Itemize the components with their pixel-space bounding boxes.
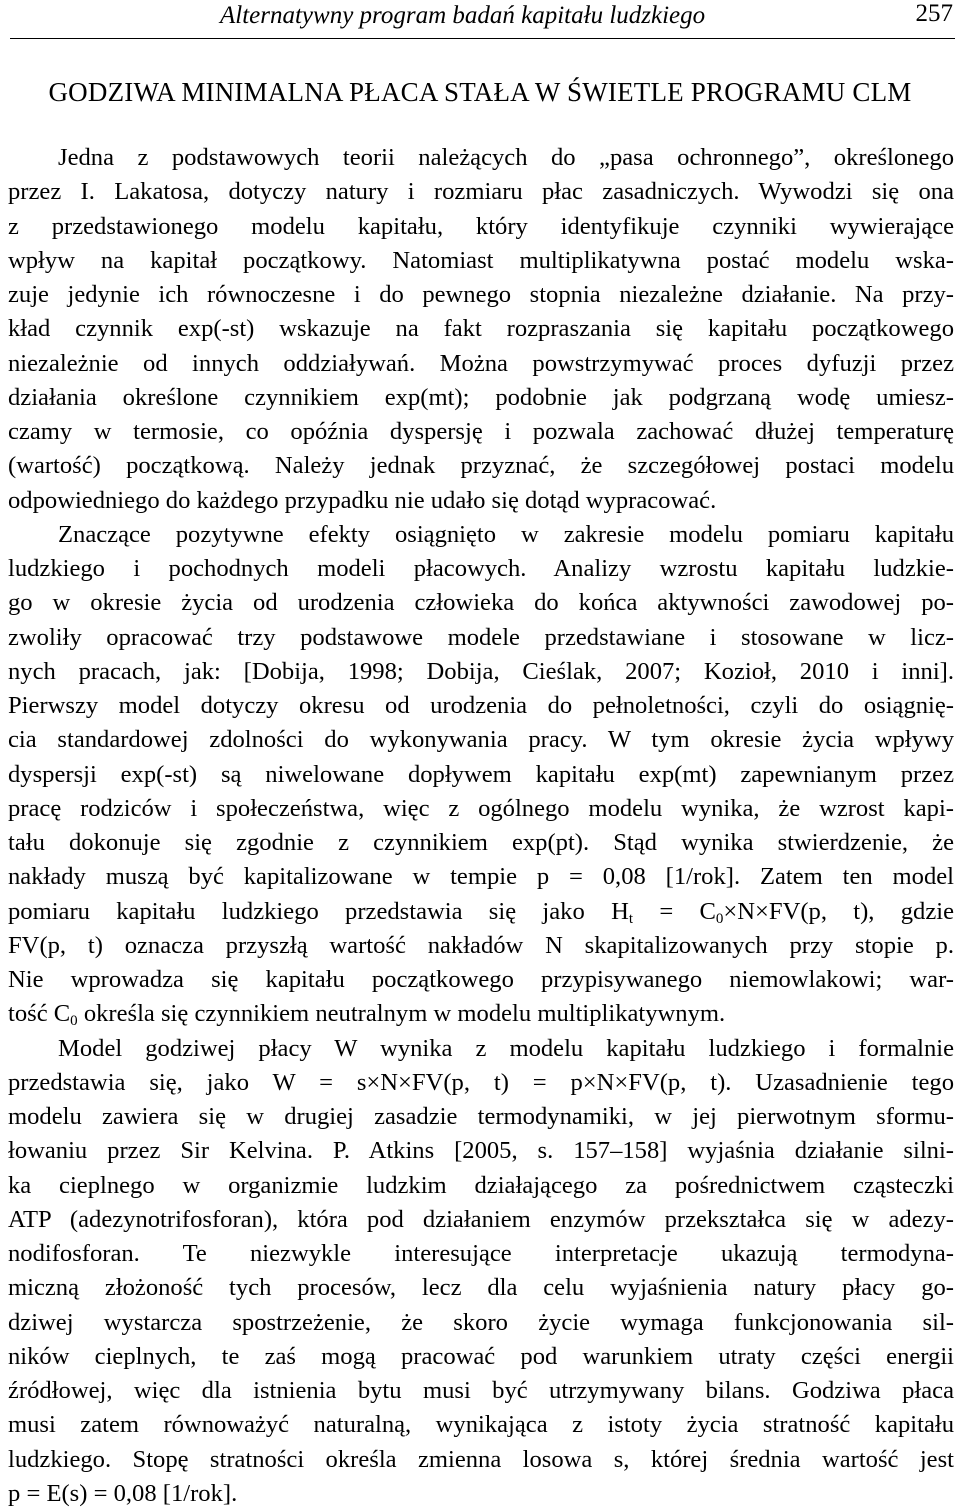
text-line: przedstawia się, jako W = s×N×FV(p, t) = p×N×FV(p, t). Uzasadnienie tego — [8, 1066, 954, 1100]
text-line: łowaniu przez Sir Kelvina. P. Atkins [2005, s. 157–158] wyjaśnia działanie silni- — [8, 1134, 954, 1168]
formula-text: ×N×FV(p, t), gdzie — [723, 898, 954, 925]
text-line: FV(p, t) oznacza przyszłą wartość nakładów N skapitalizowanych przy stopie p. — [8, 929, 954, 963]
text-line: przez I. Lakatosa, dotyczy natury i rozmiaru płac zasadniczych. Wywodzi się ona — [8, 175, 954, 209]
formula-subscript: 0 — [70, 1013, 78, 1029]
text-line: zuje jedynie ich równoczesne i do pewnego stopnia niezależne działanie. Na przy- — [8, 278, 954, 312]
text-line: wpływ na kapitał początkowy. Natomiast multiplikatywna postać modelu wska- — [8, 244, 954, 278]
running-header — [10, 0, 955, 39]
paragraph-1 — [8, 141, 954, 518]
formula-text: = C — [633, 898, 716, 925]
section-title: GODZIWA MINIMALNA PŁACA STAŁA W ŚWIETLE PROGRAMU CLM — [0, 77, 960, 108]
text-line: ników cieplnych, te zaś mogą pracować pod warunkiem utraty części energii — [8, 1340, 954, 1374]
formula-text: pomiaru kapitału ludzkiego przedstawia się jako H — [8, 898, 629, 925]
paragraph-3 — [8, 1032, 954, 1511]
text-line: musi zatem równoważyć naturalną, wynikająca z istoty życia stratność kapitału — [8, 1408, 954, 1442]
page-number: 257 — [916, 0, 954, 28]
text-line: miczną złożoność tych procesów, lecz dla celu wyjaśnienia natury płacy go- — [8, 1271, 954, 1305]
paragraph-2 — [8, 518, 954, 1032]
text-line: modelu zawiera się w drugiej zasadzie termodynamiki, w jej pierwotnym sformu- — [8, 1100, 954, 1134]
text-line: p = E(s) = 0,08 [1/rok]. — [8, 1477, 954, 1511]
text-line: odpowiedniego do każdego przypadku nie udało się dotąd wypracować. — [8, 484, 954, 518]
text-line: Jedna z podstawowych teorii należących do „pasa ochronnego”, określonego — [8, 141, 954, 175]
text-line: Model godziwej płacy W wynika z modelu kapitału ludzkiego i formalnie — [8, 1032, 954, 1066]
text-line: źródłowej, więc dla istnienia bytu musi być utrzymywany bilans. Godziwa płaca — [8, 1374, 954, 1408]
text-line: pracę rodziców i społeczeństwa, więc z ogólnego modelu wynika, że wzrost kapi- — [8, 792, 954, 826]
text-line: dyspersji exp(-st) są niwelowane dopływem kapitału exp(mt) zapewnianym przez — [8, 758, 954, 792]
text-line: tału dokonuje się zgodnie z czynnikiem exp(pt). Stąd wynika stwierdzenie, że — [8, 826, 954, 860]
formula-subscript: 0 — [716, 911, 724, 927]
running-title: Alternatywny program badań kapitału ludzkiego — [220, 2, 705, 30]
text-line — [8, 997, 954, 1031]
text-line: nych pracach, jak: [Dobija, 1998; Dobija, Cieślak, 2007; Kozioł, 2010 i inni]. — [8, 655, 954, 689]
text-line: z przedstawionego modelu kapitału, który identyfikuje czynniki wywierające — [8, 210, 954, 244]
text-line: ludzkiego i pochodnych modeli płacowych. Analizy wzrostu kapitału ludzkie- — [8, 552, 954, 586]
text-line: działania określone czynnikiem exp(mt); podobnie jak podgrzaną wodę umiesz- — [8, 381, 954, 415]
text-line: Pierwszy model dotyczy okresu od urodzenia do pełnoletności, czyli do osiągnię- — [8, 689, 954, 723]
text-line: kład czynnik exp(-st) wskazuje na fakt rozpraszania się kapitału początkowego — [8, 312, 954, 346]
text-line: cia standardowej zdolności do wykonywania pracy. W tym okresie życia wpływy — [8, 723, 954, 757]
text-line: zwoliły opracować trzy podstawowe modele przedstawiane i stosowane w licz- — [8, 621, 954, 655]
formula-line — [8, 895, 954, 929]
text-line: nakłady muszą być kapitalizowane w tempie p = 0,08 [1/rok]. Zatem ten model — [8, 860, 954, 894]
text-line: Nie wprowadza się kapitału początkowego przypisywanego niemowlakowi; war- — [8, 963, 954, 997]
text-line: ATP (adezynotrifosforan), która pod działaniem enzymów przekształca się w adezy- — [8, 1203, 954, 1237]
text-line: Znaczące pozytywne efekty osiągnięto w zakresie modelu pomiaru kapitału — [8, 518, 954, 552]
text-line: go w okresie życia od urodzenia człowieka do końca aktywności zawodowej po- — [8, 586, 954, 620]
text-line: czamy w termosie, co opóźnia dyspersję i pozwala zachować dłużej temperaturę — [8, 415, 954, 449]
text-line: nodifosforan. Te niezwykle interesujące interpretacje ukazują termodyna- — [8, 1237, 954, 1271]
text-line: niezależnie od innych oddziaływań. Można powstrzymywać proces dyfuzji przez — [8, 347, 954, 381]
body-text — [8, 141, 954, 1511]
text-line: dziwej wystarcza spostrzeżenie, że skoro życie wymaga funkcjonowania sil- — [8, 1306, 954, 1340]
text-fragment: określa się czynnikiem neutralnym w modelu multiplikatywnym. — [78, 1000, 726, 1027]
text-fragment: tość C — [8, 1000, 70, 1027]
text-line: (wartość) początkową. Należy jednak przyznać, że szczegółowej postaci modelu — [8, 449, 954, 483]
formula-subscript: t — [629, 911, 633, 927]
text-line: ludzkiego. Stopę stratności określa zmienna losowa s, której średnia wartość jest — [8, 1443, 954, 1477]
text-line: ka cieplnego w organizmie ludzkim działającego za pośrednictwem cząsteczki — [8, 1169, 954, 1203]
